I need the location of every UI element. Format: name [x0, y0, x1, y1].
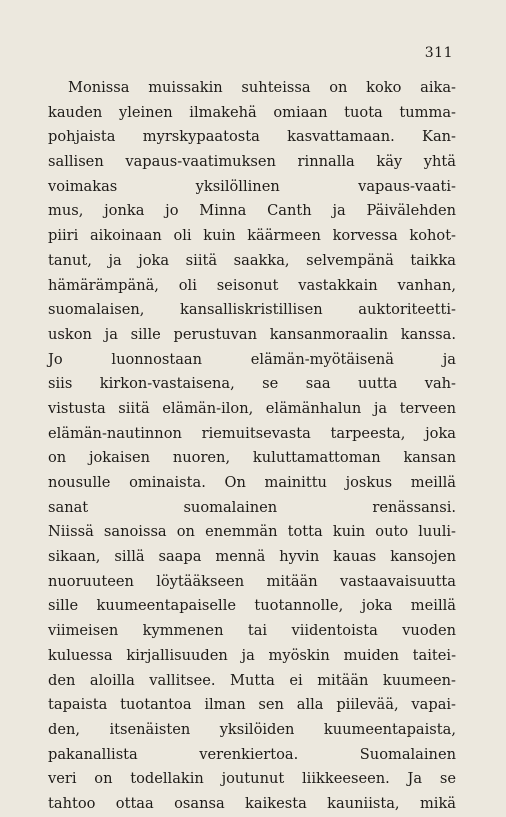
- page-number: 311: [424, 45, 453, 61]
- text-line: siis kirkon-vastaisena, se saa uutta vah-: [48, 375, 456, 393]
- text-line: pakanallista verenkiertoa. Suomalainen: [48, 745, 456, 763]
- text-line: mus, jonka jo Minna Canth ja Päivälehden: [48, 202, 456, 220]
- text-line: voimakas yksilöllinen vapaus-vaati-: [48, 177, 456, 195]
- text-line: nuoruuteen löytääkseen mitään vastaavaisuutta: [48, 572, 456, 590]
- text-line: sikaan, sillä saapa mennä hyvin kauas kansojen: [48, 548, 456, 566]
- text-line: kuluessa kirjallisuuden ja myöskin muiden taitei-: [48, 646, 456, 664]
- text-line: sille kuumeentapaiselle tuotannolle, joka meillä: [48, 597, 456, 615]
- text-line: sanat suomalainen renässansi.: [48, 498, 456, 516]
- text-line: tahtoo ottaa osansa kaikesta kauniista, mikä: [48, 794, 456, 812]
- text-line: hämärämpänä, oli seisonut vastakkain vanhan,: [48, 276, 456, 294]
- text-line: on jokaisen nuoren, kuluttamattoman kansan: [48, 449, 456, 467]
- text-line: elämän-nautinnon riemuitsevasta tarpeesta, joka: [48, 424, 456, 442]
- text-line: viimeisen kymmenen tai viidentoista vuoden: [48, 622, 456, 640]
- text-line: nousulle ominaista. On mainittu joskus meillä: [48, 474, 456, 491]
- text-line: den aloilla vallitsee. Mutta ei mitään kuumeen-: [48, 671, 456, 689]
- text-line: uskon ja sille perustuvan kansanmoraalin kanssa.: [48, 325, 456, 343]
- text-line: tapaista tuotantoa ilman sen alla piilevää, vapai-: [48, 696, 456, 714]
- text-line: tanut, ja joka siitä saakka, selvempänä taikka: [48, 251, 456, 269]
- text-line: suomalaisen, kansalliskristillisen auktoriteetti-: [48, 301, 456, 319]
- text-line: sallisen vapaus-vaatimuksen rinnalla käy yhtä: [48, 153, 456, 171]
- text-line: kauden yleinen ilmakehä omiaan tuota tumma-: [48, 103, 456, 121]
- text-line: Monissa muissakin suhteissa on koko aika-: [68, 79, 456, 96]
- text-line: pohjaista myrskypaatosta kasvattamaan. Kan-: [48, 128, 456, 146]
- text-line: den, itsenäisten yksilöiden kuumeentapaista,: [48, 720, 456, 738]
- text-line: piiri aikoinaan oli kuin käärmeen korvessa kohot-: [48, 227, 456, 245]
- text-line: vistusta siitä elämän-ilon, elämänhalun ja terveen: [48, 399, 456, 417]
- text-line: veri on todellakin joutunut liikkeeseen. Ja se: [48, 770, 456, 788]
- body-text: [48, 76, 456, 817]
- text-line: Niissä sanoissa on enemmän totta kuin outo luuli-: [48, 523, 456, 541]
- text-line: Jo luonnostaan elämän-myötäisenä ja: [48, 350, 456, 368]
